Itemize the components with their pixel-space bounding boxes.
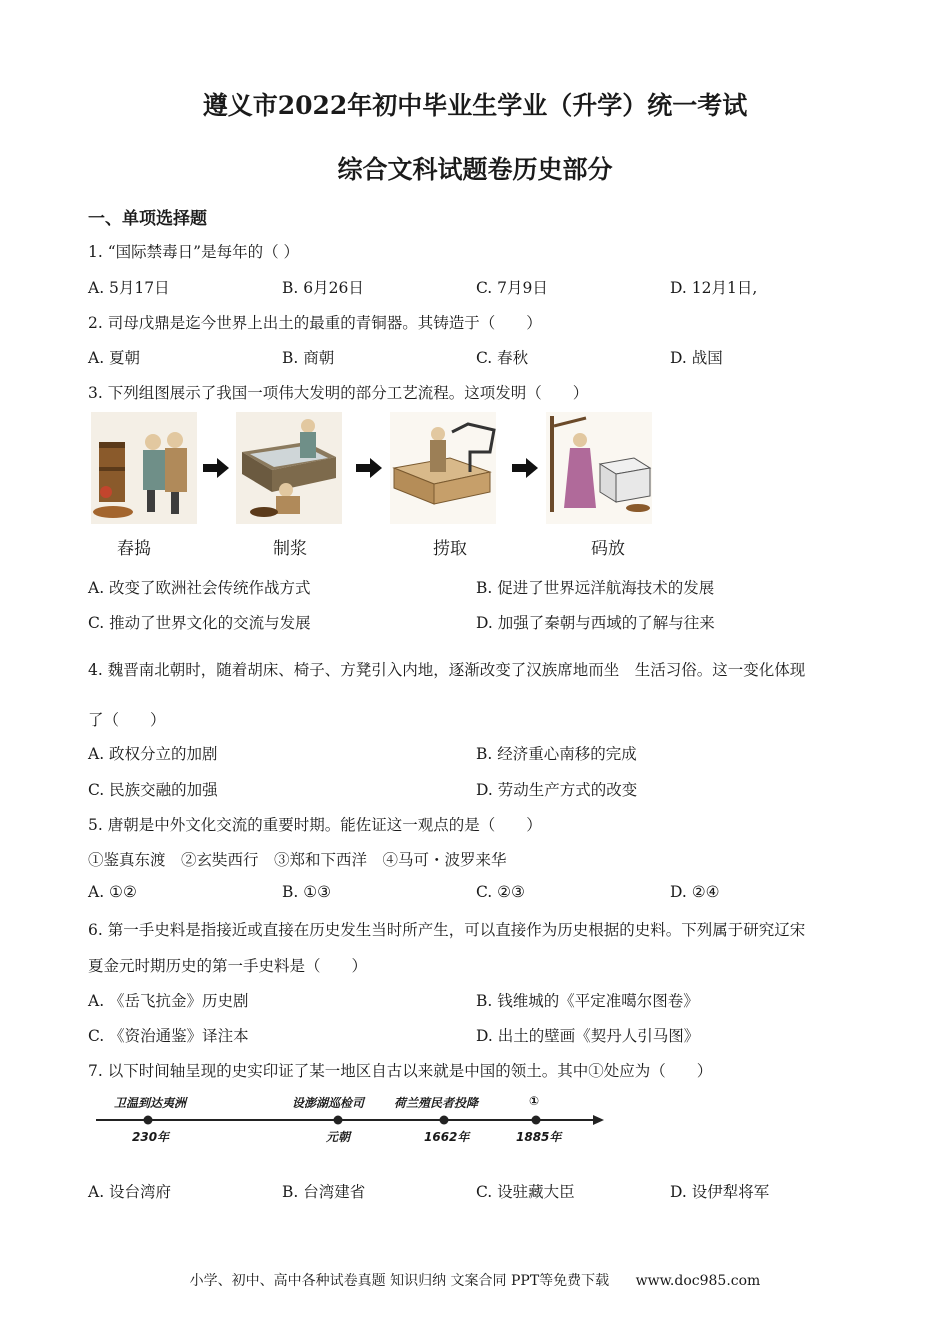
section-title: 一、单项选择题 [88,209,207,229]
q3-option-d: D. 加强了秦朝与西域的了解与往来 [476,614,715,632]
event-dutch-surrender: 荷兰殖民者投降 [394,1096,479,1110]
q6-option-b: B. 钱维城的《平定准噶尔图卷》 [476,992,699,1010]
question-5-stem: 5. 唐朝是中外文化交流的重要时期。能佐证这一观点的是（ ） [88,816,542,834]
question-2-stem: 2. 司母戊鼎是迄今世界上出土的最重的青铜器。其铸造于（ ） [88,314,542,332]
q1-option-a: A. 5月17日 [88,279,170,297]
q6-option-c: C. 《资治通鉴》译注本 [88,1027,249,1045]
exam-subtitle: 综合文科试题卷历史部分 [337,155,613,184]
date-1662: 1662年 [424,1130,470,1144]
pounding-illustration [91,412,197,524]
q1-option-d: D. 12月1日, [670,279,758,297]
q7-option-a: A. 设台湾府 [88,1183,172,1201]
caption-stacking: 码放 [591,539,625,559]
question-4-stem-line2: 了（ ） [88,711,166,729]
footer-text: 小学、初中、高中各种试卷真题 知识归纳 文案合同 PPT等免费下载 [189,1273,610,1289]
stacking-illustration [546,412,652,524]
q2-option-a: A. 夏朝 [88,349,141,367]
q4-option-c: C. 民族交融的加强 [88,781,218,799]
q7-option-b: B. 台湾建省 [282,1183,366,1201]
papermaking-process-figure [88,412,678,562]
question-3-stem: 3. 下列组图展示了我国一项伟大发明的部分工艺流程。这项发明（ ） [88,384,589,402]
q7-option-c: C. 设驻藏大臣 [476,1183,575,1201]
q5-option-d: D. ②④ [670,883,720,901]
footer-url[interactable]: www.doc985.com [635,1273,761,1289]
arrow-right-icon [356,458,382,478]
pulp-making-illustration [236,412,342,524]
caption-scooping: 捞取 [433,539,467,559]
date-230: 230年 [132,1130,170,1144]
taiwan-history-timeline [88,1090,608,1150]
q4-option-a: A. 政权分立的加剧 [88,745,218,763]
q2-option-d: D. 战国 [670,349,723,367]
caption-pulp-making: 制浆 [273,539,307,559]
question-5-items: ①鉴真东渡 ②玄奘西行 ③郑和下西洋 ④马可・波罗来华 [88,851,507,869]
date-yuan: 元朝 [326,1130,351,1144]
q6-option-d: D. 出土的壁画《契丹人引马图》 [476,1027,700,1045]
arrow-right-icon [512,458,538,478]
q5-option-c: C. ②③ [476,883,525,901]
question-6-stem-line1: 6. 第一手史料是指接近或直接在历史发生当时所产生，可以直接作为历史根据的史料。下列属于研究辽宋 [88,921,806,939]
q3-option-a: A. 改变了欧洲社会传统作战方式 [88,579,311,597]
date-1885: 1885年 [516,1130,562,1144]
question-1-stem: 1. “国际禁毒日”是每年的（ ） [88,243,299,261]
q5-option-a: A. ①② [88,883,137,901]
q4-option-b: B. 经济重心南移的完成 [476,745,637,763]
q2-option-c: C. 春秋 [476,349,529,367]
scooping-illustration [390,412,496,524]
q3-option-c: C. 推动了世界文化的交流与发展 [88,614,311,632]
event-wei-wen: 卫温到达夷洲 [114,1096,187,1110]
question-6-stem-line2: 夏金元时期历史的第一手史料是（ ） [88,957,368,975]
q4-option-d: D. 劳动生产方式的改变 [476,781,638,799]
caption-pounding: 舂捣 [117,539,151,559]
arrow-right-icon [203,458,229,478]
q2-option-b: B. 商朝 [282,349,335,367]
q1-option-c: C. 7月9日 [476,279,548,297]
q5-option-b: B. ①③ [282,883,332,901]
question-7-stem: 7. 以下时间轴呈现的史实印证了某一地区自古以来就是中国的领土。其中①处应为（ ） [88,1062,713,1080]
q6-option-a: A. 《岳飞抗金》历史剧 [88,992,249,1010]
event-penghu-inspectorate: 设澎湖巡检司 [292,1096,365,1110]
q3-option-b: B. 促进了世界远洋航海技术的发展 [476,579,715,597]
question-4-stem-line1: 4. 魏晋南北朝时，随着胡床、椅子、方凳引入内地，逐渐改变了汉族席地而坐 生活习俗。这一变化体现 [88,661,806,679]
event-unknown-marker: ① [529,1094,540,1108]
page-footer [0,1270,950,1290]
q7-option-d: D. 设伊犁将军 [670,1183,770,1201]
exam-title: 遵义市2022年初中毕业生学业（升学）统一考试 [202,91,748,120]
q1-option-b: B. 6月26日 [282,279,364,297]
